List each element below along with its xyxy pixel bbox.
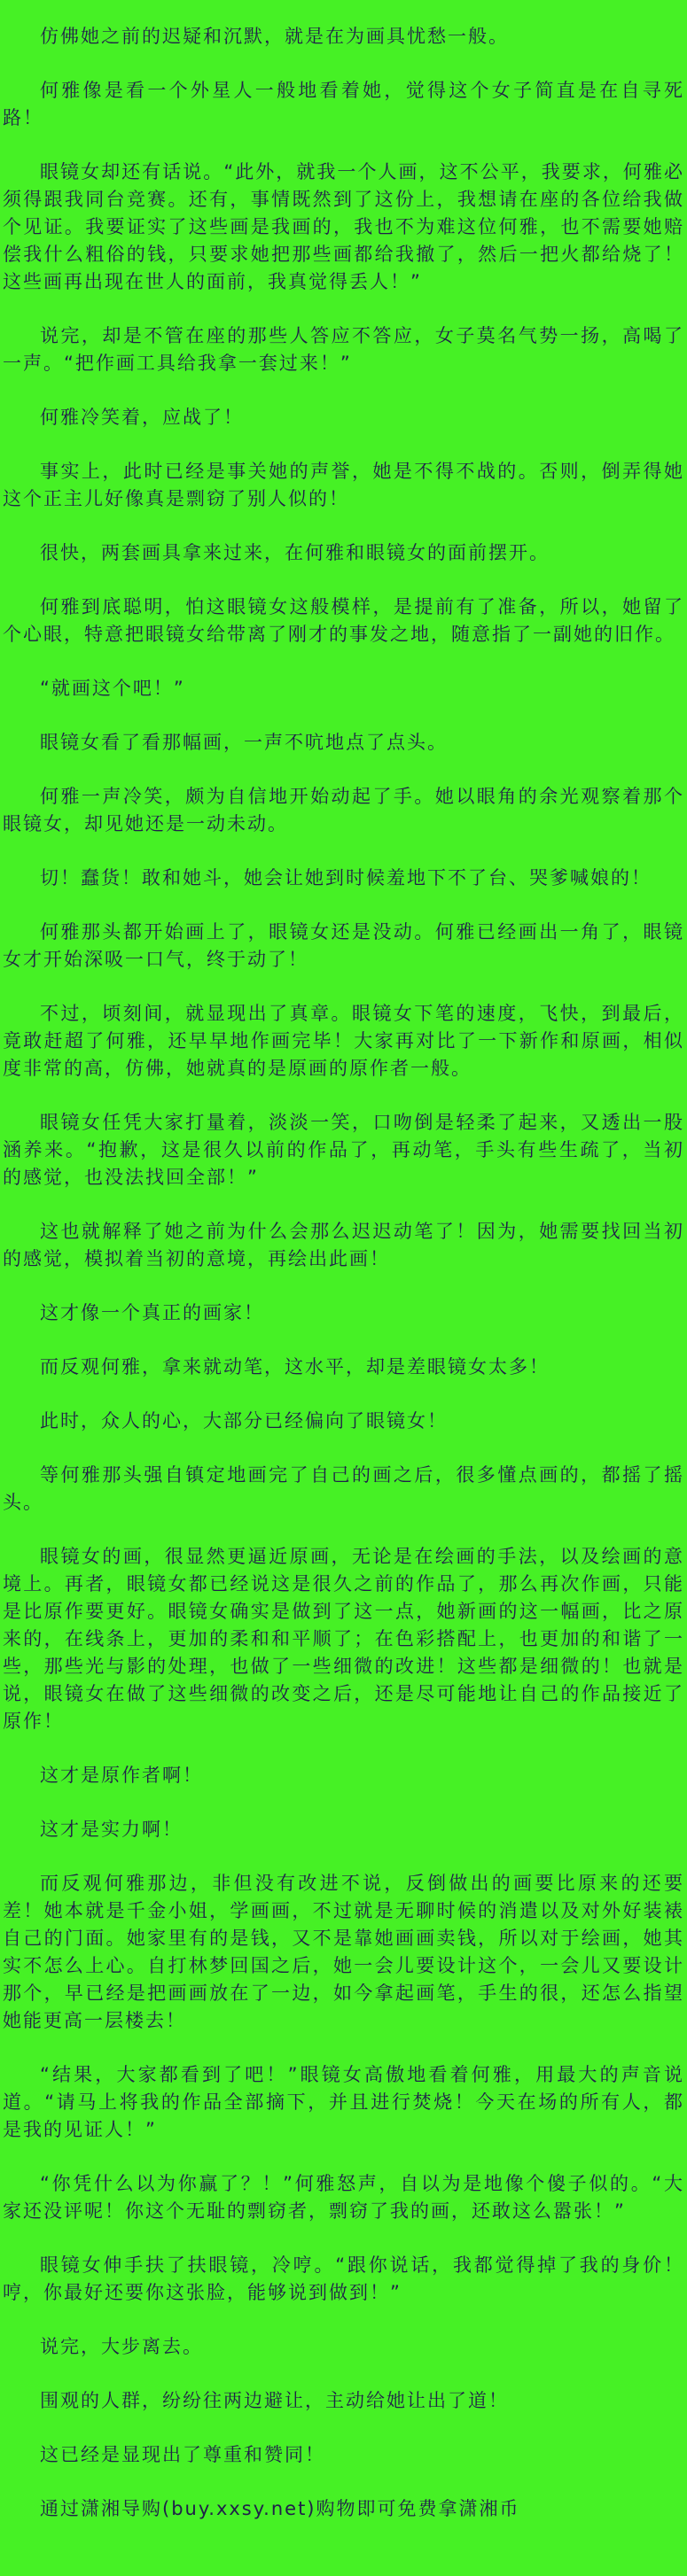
paragraph: 而反观何雅那边，非但没有改进不说，反倒做出的画要比原来的还要差！她本就是千金小姐，学画画，不过就是无聊时候的消遣以及对外好装裱自己的门面。她家里有的是钱，又不是靠她画画卖钱，所以对于绘画，她其实不怎么上心。自打林梦回国之后，她一会儿要设计这个，一会儿又要设计那个，早已经是把画画放在了一边，如今拿起画笔，手生的很，还怎么指望她能更高一层楼去！ [3, 1873, 684, 2031]
paragraph: 这也就解释了她之前为什么会那么迟迟动笔了！因为，她需要找回当初的感觉，模拟着当初的意境，再绘出此画！ [3, 1221, 684, 1269]
paragraph: “你凭什么以为你赢了？！”何雅怒声，自以为是地像个傻子似的。“大家还没评呢！你这个无耻的剽窃者，剽窃了我的画，还敢这么嚣张！” [3, 2173, 684, 2222]
paragraph: 眼镜女的画，很显然更逼近原画，无论是在绘画的手法，以及绘画的意境上。再者，眼镜女都已经说这是很久之前的作品了，那么再次作画，只能是比原作要更好。眼镜女确实是做到了这一点，她新画的这一幅画，比之原来的，在线条上，更加的柔和和平顺了；在色彩搭配上，也更加的和谐了一些，那些光与影的处理，也做了一些细微的改进！这些都是细微的！也就是说，眼镜女在做了这些细微的改变之后，还是尽可能地让自己的作品接近了原作！ [3, 1546, 684, 1732]
paragraph: 何雅那头都开始画上了，眼镜女还是没动。何雅已经画出一角了，眼镜女才开始深吸一口气，终于动了！ [3, 921, 684, 970]
paragraph: 说完，却是不管在座的那些人答应不答应，女子莫名气势一扬，高喝了一声。“把作画工具给我拿一套过来！” [3, 325, 684, 374]
paragraph: 不过，顷刻间，就显现出了真章。眼镜女下笔的速度，飞快，到最后，竟敢赶超了何雅，还早早地作画完毕！大家再对比了一下新作和原画，相似度非常的高，仿佛，她就真的是原画的原作者一般。 [3, 1003, 684, 1079]
paragraph: 围观的人群，纷纷往两边避让，主动给她让出了道！ [40, 2390, 509, 2411]
paragraph: 而反观何雅，拿来就动笔，这水平，却是差眼镜女太多！ [40, 1356, 550, 1377]
paragraph: 仿佛她之前的迟疑和沉默，就是在为画具忧愁一般。 [40, 26, 509, 47]
paragraph: 这才像一个真正的画家！ [40, 1302, 264, 1323]
paragraph: “就画这个吧！” [40, 678, 185, 699]
paragraph: 此时，众人的心，大部分已经偏向了眼镜女！ [40, 1410, 448, 1432]
paragraph: 很快，两套画具拿来过来，在何雅和眼镜女的面前摆开。 [40, 542, 550, 563]
paragraph: 这才是实力啊！ [40, 1819, 183, 1840]
promo-line: 通过潇湘导购(buy.xxsy.net)购物即可免费拿潇湘币 [40, 2498, 520, 2519]
paragraph: 眼镜女却还有话说。“此外，就我一个人画，这不公平，我要求，何雅必须得跟我同台竞赛。还有，事情既然到了这份上，我想请在座的各位给我做个见证。我要证实了这些画是我画的，我也不为难这位何雅，也不需要她赔偿我什么粗俗的钱，只要求她把那些画都给我撤了，然后一把火都给烧了！这些画再出现在世人的面前，我真觉得丢人！” [3, 161, 684, 292]
paragraph: 何雅像是看一个外星人一般地看着她，觉得这个女子简直是在自寻死路！ [3, 80, 684, 128]
paragraph: 这已经是显现出了尊重和赞同！ [40, 2444, 325, 2465]
paragraph: 这才是原作者啊！ [40, 1765, 203, 1786]
paragraph: 切！蠢货！敢和她斗，她会让她到时候羞地下不了台、哭爹喊娘的！ [40, 867, 652, 888]
paragraph: 何雅一声冷笑，颇为自信地开始动起了手。她以眼角的余光观察着那个眼镜女，却见她还是一动未动。 [3, 786, 684, 834]
paragraph: 眼镜女伸手扶了扶眼镜，冷哼。“跟你说话，我都觉得掉了我的身价！哼，你最好还要你这张脸，能够说到做到！” [3, 2254, 684, 2303]
paragraph: 何雅到底聪明，怕这眼镜女这般模样，是提前有了准备，所以，她留了个心眼，特意把眼镜女给带离了刚才的事发之地，随意指了一副她的旧作。 [3, 596, 684, 645]
paragraph: 说完，大步离去。 [40, 2336, 203, 2357]
paragraph: 眼镜女任凭大家打量着，淡淡一笑，口吻倒是轻柔了起来，又透出一股涵养来。“抱歉，这是很久以前的作品了，再动笔，手头有些生疏了，当初的感觉，也没法找回全部！” [3, 1112, 684, 1188]
paragraph: 事实上，此时已经是事关她的声誉，她是不得不战的。否则，倒弄得她这个正主儿好像真是剽窃了别人似的！ [3, 461, 684, 509]
paragraph: 何雅冷笑着，应战了！ [40, 407, 244, 428]
paragraph: 等何雅那头强自镇定地画完了自己的画之后，很多懂点画的，都摇了摇头。 [3, 1464, 684, 1513]
paragraph: 眼镜女看了看那幅画，一声不吭地点了点头。 [40, 732, 448, 753]
paragraph: “结果，大家都看到了吧！”眼镜女高傲地看着何雅，用最大的声音说道。“请马上将我的作品全部摘下，并且进行焚烧！今天在场的所有人，都是我的见证人！” [3, 2064, 684, 2140]
